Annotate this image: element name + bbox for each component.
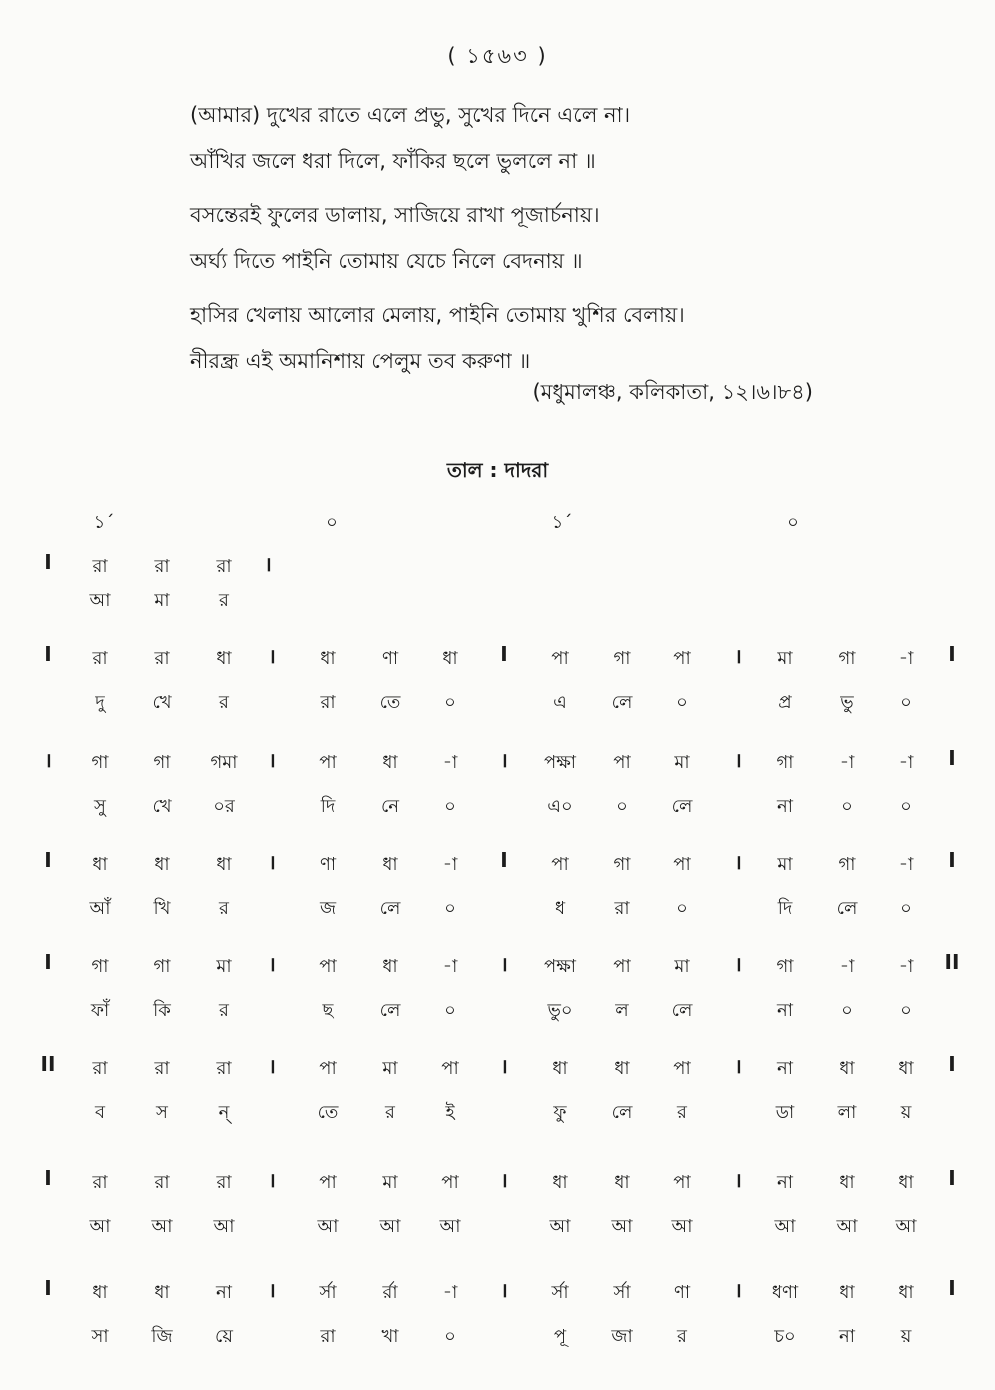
- bar-line: ।: [734, 644, 742, 668]
- swara-note: ধা: [92, 854, 108, 875]
- bar-line: I: [948, 642, 956, 666]
- swara-note: ধা: [382, 854, 398, 875]
- swara-note: ধা: [839, 1058, 855, 1079]
- swara-note: ধা: [382, 752, 398, 773]
- bar-line: I: [44, 550, 52, 574]
- swara-note: মা: [674, 752, 690, 773]
- swara-note: -া: [898, 648, 914, 669]
- lyric-syllable: মা: [154, 590, 170, 611]
- lyric-syllable: ০: [841, 796, 853, 817]
- bar-line: ।: [500, 1168, 508, 1192]
- swara-note: গা: [776, 752, 794, 773]
- swara-note: গা: [91, 956, 109, 977]
- lyric-syllable: আ: [317, 1216, 339, 1237]
- lyric-syllable: র: [219, 898, 229, 919]
- swara-note: পা: [673, 854, 691, 875]
- lyric-syllable: পূ: [553, 1326, 567, 1347]
- swara-note: ধা: [320, 648, 336, 669]
- lyric-syllable: জি: [151, 1326, 173, 1347]
- lyric-syllable: খি: [153, 898, 171, 919]
- swara-note: ধণা: [771, 1282, 799, 1303]
- lyric-syllable: র: [385, 1102, 395, 1123]
- swara-note: মা: [777, 648, 793, 669]
- swara-note: রা: [92, 648, 108, 669]
- lyric-syllable: দি: [320, 796, 336, 817]
- swara-note: ধা: [216, 648, 232, 669]
- tala-heading: তাল : দাদরা: [446, 458, 549, 482]
- bar-line: I: [44, 1276, 52, 1300]
- bar-line: I: [948, 1276, 956, 1300]
- lyric-syllable: ই: [445, 1102, 455, 1123]
- tala-mark: ০: [787, 512, 799, 533]
- verse-line: নীরন্ধ্র এই অমানিশায় পেলুম তব করুণা ॥: [190, 349, 531, 373]
- lyric-syllable: খে: [152, 796, 172, 817]
- bar-line: ।: [734, 748, 742, 772]
- lyric-syllable: ০: [616, 796, 628, 817]
- swara-note: র্সা: [319, 1282, 337, 1303]
- swara-note: পা: [319, 752, 337, 773]
- swara-note: মা: [382, 1058, 398, 1079]
- lyric-syllable: আ: [895, 1216, 917, 1237]
- lyric-syllable: লে: [671, 1000, 693, 1021]
- swara-note: -া: [442, 1282, 458, 1303]
- lyric-syllable: লে: [611, 1102, 633, 1123]
- swara-note: পা: [613, 752, 631, 773]
- swara-note: গা: [153, 752, 171, 773]
- lyric-syllable: জা: [611, 1326, 633, 1347]
- lyric-syllable: র: [219, 1000, 229, 1021]
- lyric-syllable: আ: [836, 1216, 858, 1237]
- swara-note: রা: [216, 1058, 232, 1079]
- swara-note: পা: [673, 1172, 691, 1193]
- lyric-syllable: ফু: [553, 1102, 567, 1123]
- swara-note: না: [777, 1172, 793, 1193]
- lyric-syllable: আ: [549, 1216, 571, 1237]
- swara-note: ধা: [614, 1058, 630, 1079]
- bar-line: I: [948, 1166, 956, 1190]
- lyric-syllable: ০: [676, 692, 688, 713]
- swara-note: ধা: [552, 1058, 568, 1079]
- tala-mark: ১´: [93, 512, 115, 533]
- swara-note: র্সা: [613, 1282, 631, 1303]
- bar-line: ।: [734, 1278, 742, 1302]
- swara-note: রা: [154, 1058, 170, 1079]
- lyric-syllable: সা: [91, 1326, 109, 1347]
- bar-line: I: [948, 848, 956, 872]
- lyric-syllable: ভু: [840, 692, 854, 713]
- swara-note: পা: [441, 1058, 459, 1079]
- verse-line: অর্ঘ্য দিতে পাইনি তোমায় যেচে নিলে বেদনায় ॥: [190, 249, 583, 273]
- bar-line: ।: [500, 1278, 508, 1302]
- swara-note: রা: [92, 556, 108, 577]
- lyric-syllable: ০: [444, 692, 456, 713]
- lyric-syllable: তে: [317, 1102, 339, 1123]
- swara-note: ণা: [319, 854, 337, 875]
- lyric-syllable: ০: [444, 796, 456, 817]
- swara-note: -া: [898, 752, 914, 773]
- lyric-syllable: ০: [900, 692, 912, 713]
- bar-line: I: [948, 1052, 956, 1076]
- swara-note: রা: [154, 648, 170, 669]
- swara-note: -া: [898, 854, 914, 875]
- lyric-syllable: ০: [444, 1000, 456, 1021]
- lyric-syllable: না: [839, 1326, 855, 1347]
- swara-note: পা: [551, 854, 569, 875]
- bar-line: ।: [44, 748, 52, 772]
- verse-line: হাসির খেলায় আলোর মেলায়, পাইনি তোমায় খুশির বেলায়।: [190, 303, 685, 327]
- swara-note: ধা: [382, 956, 398, 977]
- swara-note: গা: [153, 956, 171, 977]
- swara-note: -া: [442, 956, 458, 977]
- lyric-syllable: সু: [94, 796, 106, 817]
- lyric-syllable: লে: [836, 898, 858, 919]
- lyric-syllable: লে: [671, 796, 693, 817]
- swara-note: -া: [898, 956, 914, 977]
- verse-line: বসন্তেরই ফুলের ডালায়, সাজিয়ে রাখা পূজার্চনায়।: [190, 203, 600, 227]
- lyric-syllable: চ০: [774, 1326, 796, 1347]
- lyric-syllable: প্র: [778, 692, 792, 713]
- swara-note: পা: [551, 648, 569, 669]
- lyric-syllable: আ: [439, 1216, 461, 1237]
- lyric-syllable: আ: [774, 1216, 796, 1237]
- lyric-syllable: ০: [676, 898, 688, 919]
- bar-line: II: [40, 1052, 56, 1076]
- swara-note: গা: [838, 648, 856, 669]
- lyric-syllable: রা: [614, 898, 630, 919]
- bar-line: ।: [500, 748, 508, 772]
- bar-line: I: [500, 848, 508, 872]
- lyric-syllable: ল: [615, 1000, 629, 1021]
- lyric-syllable: না: [777, 796, 793, 817]
- swara-note: পা: [613, 956, 631, 977]
- lyric-syllable: এ: [553, 692, 567, 713]
- swara-note: ধা: [898, 1172, 914, 1193]
- swara-note: রা: [216, 556, 232, 577]
- lyric-syllable: য়: [900, 1102, 912, 1123]
- swara-note: মা: [382, 1172, 398, 1193]
- bar-line: ।: [268, 850, 276, 874]
- stanza: [190, 192, 830, 284]
- tala-marks: [0, 508, 995, 542]
- bar-line: ।: [500, 1054, 508, 1078]
- lyric-syllable: লে: [379, 1000, 401, 1021]
- swara-note: র্সা: [551, 1282, 569, 1303]
- lyric-syllable: এ০: [547, 796, 573, 817]
- bar-line: I: [44, 642, 52, 666]
- bar-line: ।: [734, 1054, 742, 1078]
- bar-line: ।: [268, 1278, 276, 1302]
- swara-note: গা: [613, 854, 631, 875]
- lyric-syllable: দি: [777, 898, 793, 919]
- lyric-syllable: রা: [320, 1326, 336, 1347]
- lyric-syllable: ন্: [218, 1102, 230, 1123]
- swara-note: ধা: [552, 1172, 568, 1193]
- verse-line: (আমার) দুখের রাতে এলে প্রভু, সুখের দিনে এলে না।: [190, 103, 631, 127]
- swara-note: গমা: [210, 752, 238, 773]
- lyric-syllable: আঁ: [89, 898, 111, 919]
- lyric-syllable: আ: [89, 1216, 111, 1237]
- lyric-syllable: য়ে: [215, 1326, 233, 1347]
- lyric-syllable: ০: [900, 796, 912, 817]
- attribution: (মধুমালঞ্চ, কলিকাতা, ১২।৬।৮৪): [532, 380, 813, 404]
- lyric-syllable: আ: [671, 1216, 693, 1237]
- bar-line: ।: [264, 552, 272, 576]
- lyric-syllable: ০: [444, 898, 456, 919]
- swara-note: ধা: [92, 1282, 108, 1303]
- verse-line: আঁখির জলে ধরা দিলে, ফাঁকির ছলে ভুললে না ॥: [190, 149, 596, 173]
- swara-note: রা: [154, 1172, 170, 1193]
- bar-line: ।: [268, 1168, 276, 1192]
- lyric-syllable: র: [219, 692, 229, 713]
- bar-line: ।: [268, 644, 276, 668]
- tala-mark: ১´: [551, 512, 573, 533]
- bar-line: ।: [268, 748, 276, 772]
- bar-line: ।: [734, 1168, 742, 1192]
- stanza: [190, 292, 830, 384]
- bar-line: ।: [734, 850, 742, 874]
- swara-note: গা: [613, 648, 631, 669]
- lyric-syllable: না: [777, 1000, 793, 1021]
- bar-line: ।: [268, 1054, 276, 1078]
- swara-note: ধা: [898, 1282, 914, 1303]
- bar-line: I: [44, 950, 52, 974]
- lyric-syllable: আ: [151, 1216, 173, 1237]
- lyric-syllable: ০র: [213, 796, 235, 817]
- swara-note: ধা: [614, 1172, 630, 1193]
- lyric-syllable: র: [219, 590, 229, 611]
- swara-note: ধা: [154, 1282, 170, 1303]
- swara-note: রা: [92, 1172, 108, 1193]
- bar-line: ।: [734, 952, 742, 976]
- swara-note: রা: [92, 1058, 108, 1079]
- lyric-syllable: ধ: [554, 898, 566, 919]
- bar-line: II: [944, 950, 960, 974]
- lyric-syllable: ০: [841, 1000, 853, 1021]
- swara-note: গা: [838, 854, 856, 875]
- page-number: ( ১৫৬৩ ): [447, 44, 548, 68]
- swara-note: -া: [442, 752, 458, 773]
- swara-note: রা: [216, 1172, 232, 1193]
- swara-note: গা: [776, 956, 794, 977]
- swara-note: না: [216, 1282, 232, 1303]
- bar-line: I: [44, 848, 52, 872]
- swara-note: গা: [91, 752, 109, 773]
- swara-note: -া: [839, 956, 855, 977]
- swara-note: রা: [154, 556, 170, 577]
- lyric-syllable: নে: [380, 796, 400, 817]
- lyric-syllable: স: [156, 1102, 168, 1123]
- swara-note: ধা: [216, 854, 232, 875]
- stanza: [190, 92, 830, 184]
- lyric-syllable: লে: [379, 898, 401, 919]
- lyric-syllable: কি: [153, 1000, 171, 1021]
- lyric-syllable: খে: [152, 692, 172, 713]
- lyrics: [190, 92, 830, 392]
- tala-mark: ০: [326, 512, 338, 533]
- lyric-syllable: খা: [381, 1326, 399, 1347]
- lyric-syllable: ছ: [322, 1000, 334, 1021]
- swara-note: -া: [839, 752, 855, 773]
- lyric-syllable: দু: [95, 692, 105, 713]
- swara-note: পক্ষা: [543, 956, 577, 977]
- swara-note: পা: [319, 1172, 337, 1193]
- swara-note: পক্ষা: [543, 752, 577, 773]
- lyric-syllable: আ: [611, 1216, 633, 1237]
- swara-note: ণা: [673, 1282, 691, 1303]
- swara-note: ধা: [442, 648, 458, 669]
- lyric-syllable: আ: [213, 1216, 235, 1237]
- swara-note: ধা: [898, 1058, 914, 1079]
- swara-note: ণা: [381, 648, 399, 669]
- lyric-syllable: জ: [319, 898, 337, 919]
- bar-line: ।: [500, 952, 508, 976]
- swara-note: পা: [319, 1058, 337, 1079]
- swara-note: পা: [319, 956, 337, 977]
- lyric-syllable: ডা: [775, 1102, 795, 1123]
- lyric-syllable: র: [677, 1326, 687, 1347]
- bar-line: ।: [268, 952, 276, 976]
- bar-line: I: [44, 1166, 52, 1190]
- lyric-syllable: ব: [94, 1102, 106, 1123]
- swara-note: পা: [673, 1058, 691, 1079]
- lyric-syllable: ০: [900, 1000, 912, 1021]
- swara-note: না: [777, 1058, 793, 1079]
- lyric-syllable: তে: [379, 692, 401, 713]
- swara-note: ধা: [839, 1282, 855, 1303]
- swara-note: মা: [777, 854, 793, 875]
- lyric-syllable: ভু০: [547, 1000, 573, 1021]
- swara-note: মা: [216, 956, 232, 977]
- lyric-syllable: রা: [320, 692, 336, 713]
- lyric-syllable: র: [677, 1102, 687, 1123]
- swara-note: ধা: [839, 1172, 855, 1193]
- lyric-syllable: য়: [900, 1326, 912, 1347]
- lyric-syllable: লে: [611, 692, 633, 713]
- swara-note: পা: [673, 648, 691, 669]
- lyric-syllable: আ: [89, 590, 111, 611]
- lyric-syllable: ০: [444, 1326, 456, 1347]
- swara-note: -া: [442, 854, 458, 875]
- bar-line: I: [500, 642, 508, 666]
- bar-line: I: [948, 746, 956, 770]
- lyric-syllable: ০: [900, 898, 912, 919]
- lyric-syllable: আ: [379, 1216, 401, 1237]
- swara-note: মা: [674, 956, 690, 977]
- swara-note: র্রা: [382, 1282, 398, 1303]
- lyric-syllable: ফাঁ: [90, 1000, 110, 1021]
- swara-note: পা: [441, 1172, 459, 1193]
- swara-note: ধা: [154, 854, 170, 875]
- lyric-syllable: লা: [837, 1102, 857, 1123]
